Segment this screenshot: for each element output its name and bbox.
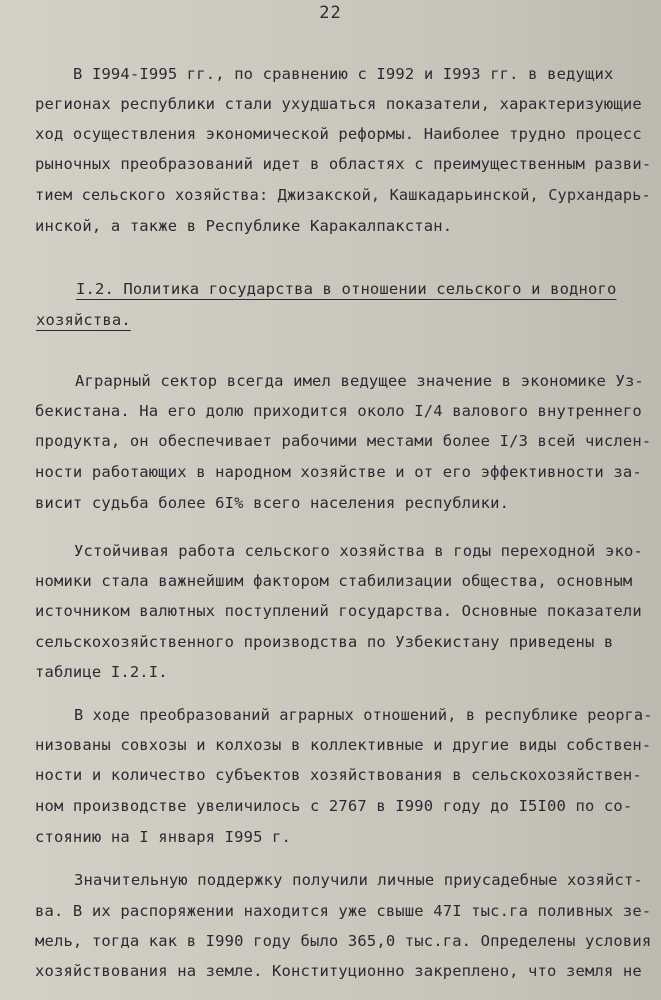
text-line: ном производстве увеличилось с 2767 в I990 году до I5I00 по со- — [35, 797, 633, 815]
text-line: рыночных преобразований идет в областях с преимущественным разви- — [35, 155, 652, 173]
text-line: тием сельского хозяйства: Джизакской, Кашкадарьинской, Сурхандарь- — [35, 186, 651, 204]
section-heading-line: I.2. Политика государства в отношении сельского и водного — [76, 280, 617, 298]
text-line: регионах республики стали ухудшаться показатели, характеризующие — [35, 95, 642, 113]
text-line: продукта, он обеспечивает рабочими местами более I/3 всей числен- — [35, 432, 652, 450]
text-line: низованы совхозы и колхозы в коллективные и другие виды собствен- — [35, 736, 652, 754]
text-line: бекистана. На его долю приходится около I/4 валового внутреннего — [35, 402, 642, 420]
text-line: В ходе преобразований аграрных отношений, в республике реорга- — [74, 706, 653, 724]
text-line: номики стала важнейшим фактором стабилизации общества, основным — [35, 572, 633, 590]
text-line: Устойчивая работа сельского хозяйства в годы переходной эко- — [74, 542, 643, 560]
text-line: ход осуществления экономической реформы. Наиболее трудно процесс — [35, 125, 642, 143]
text-line: ности работающих в народном хозяйстве и от его эффективности за- — [35, 463, 642, 481]
text-line: ности и количество субъектов хозяйствования в сельскохозяйствен- — [35, 766, 642, 784]
section-heading-line: хозяйства. — [36, 311, 131, 329]
text-line: инской, а также в Республике Каракалпакстан. — [35, 217, 453, 235]
text-line: источником валютных поступлений государства. Основные показатели — [35, 602, 642, 620]
text-line: Значительную поддержку получили личные приусадебные хозяйст- — [74, 871, 643, 889]
text-line: хозяйствования на земле. Конституционно закреплено, что земля не — [35, 962, 642, 980]
text-line: сельскохозяйственного производства по Узбекистану приведены в — [35, 633, 614, 651]
text-line: В I994-I995 гг., по сравнению с I992 и I993 гг. в ведущих — [73, 65, 614, 83]
text-line: стоянию на I января I995 г. — [35, 828, 292, 846]
page-number: 22 — [319, 3, 342, 23]
text-line: мель, тогда как в I990 году было 365,0 тыс.га. Определены условия — [35, 932, 652, 950]
text-line: висит судьба более 6I% всего населения республики. — [35, 494, 510, 512]
text-line: Аграрный сектор всегда имел ведущее значение в экономике Уз- — [75, 372, 644, 390]
text-line: ва. В их распоряжении находится уже свыше 47I тыс.га поливных зе- — [35, 902, 652, 920]
text-line: таблице I.2.I. — [35, 663, 168, 681]
